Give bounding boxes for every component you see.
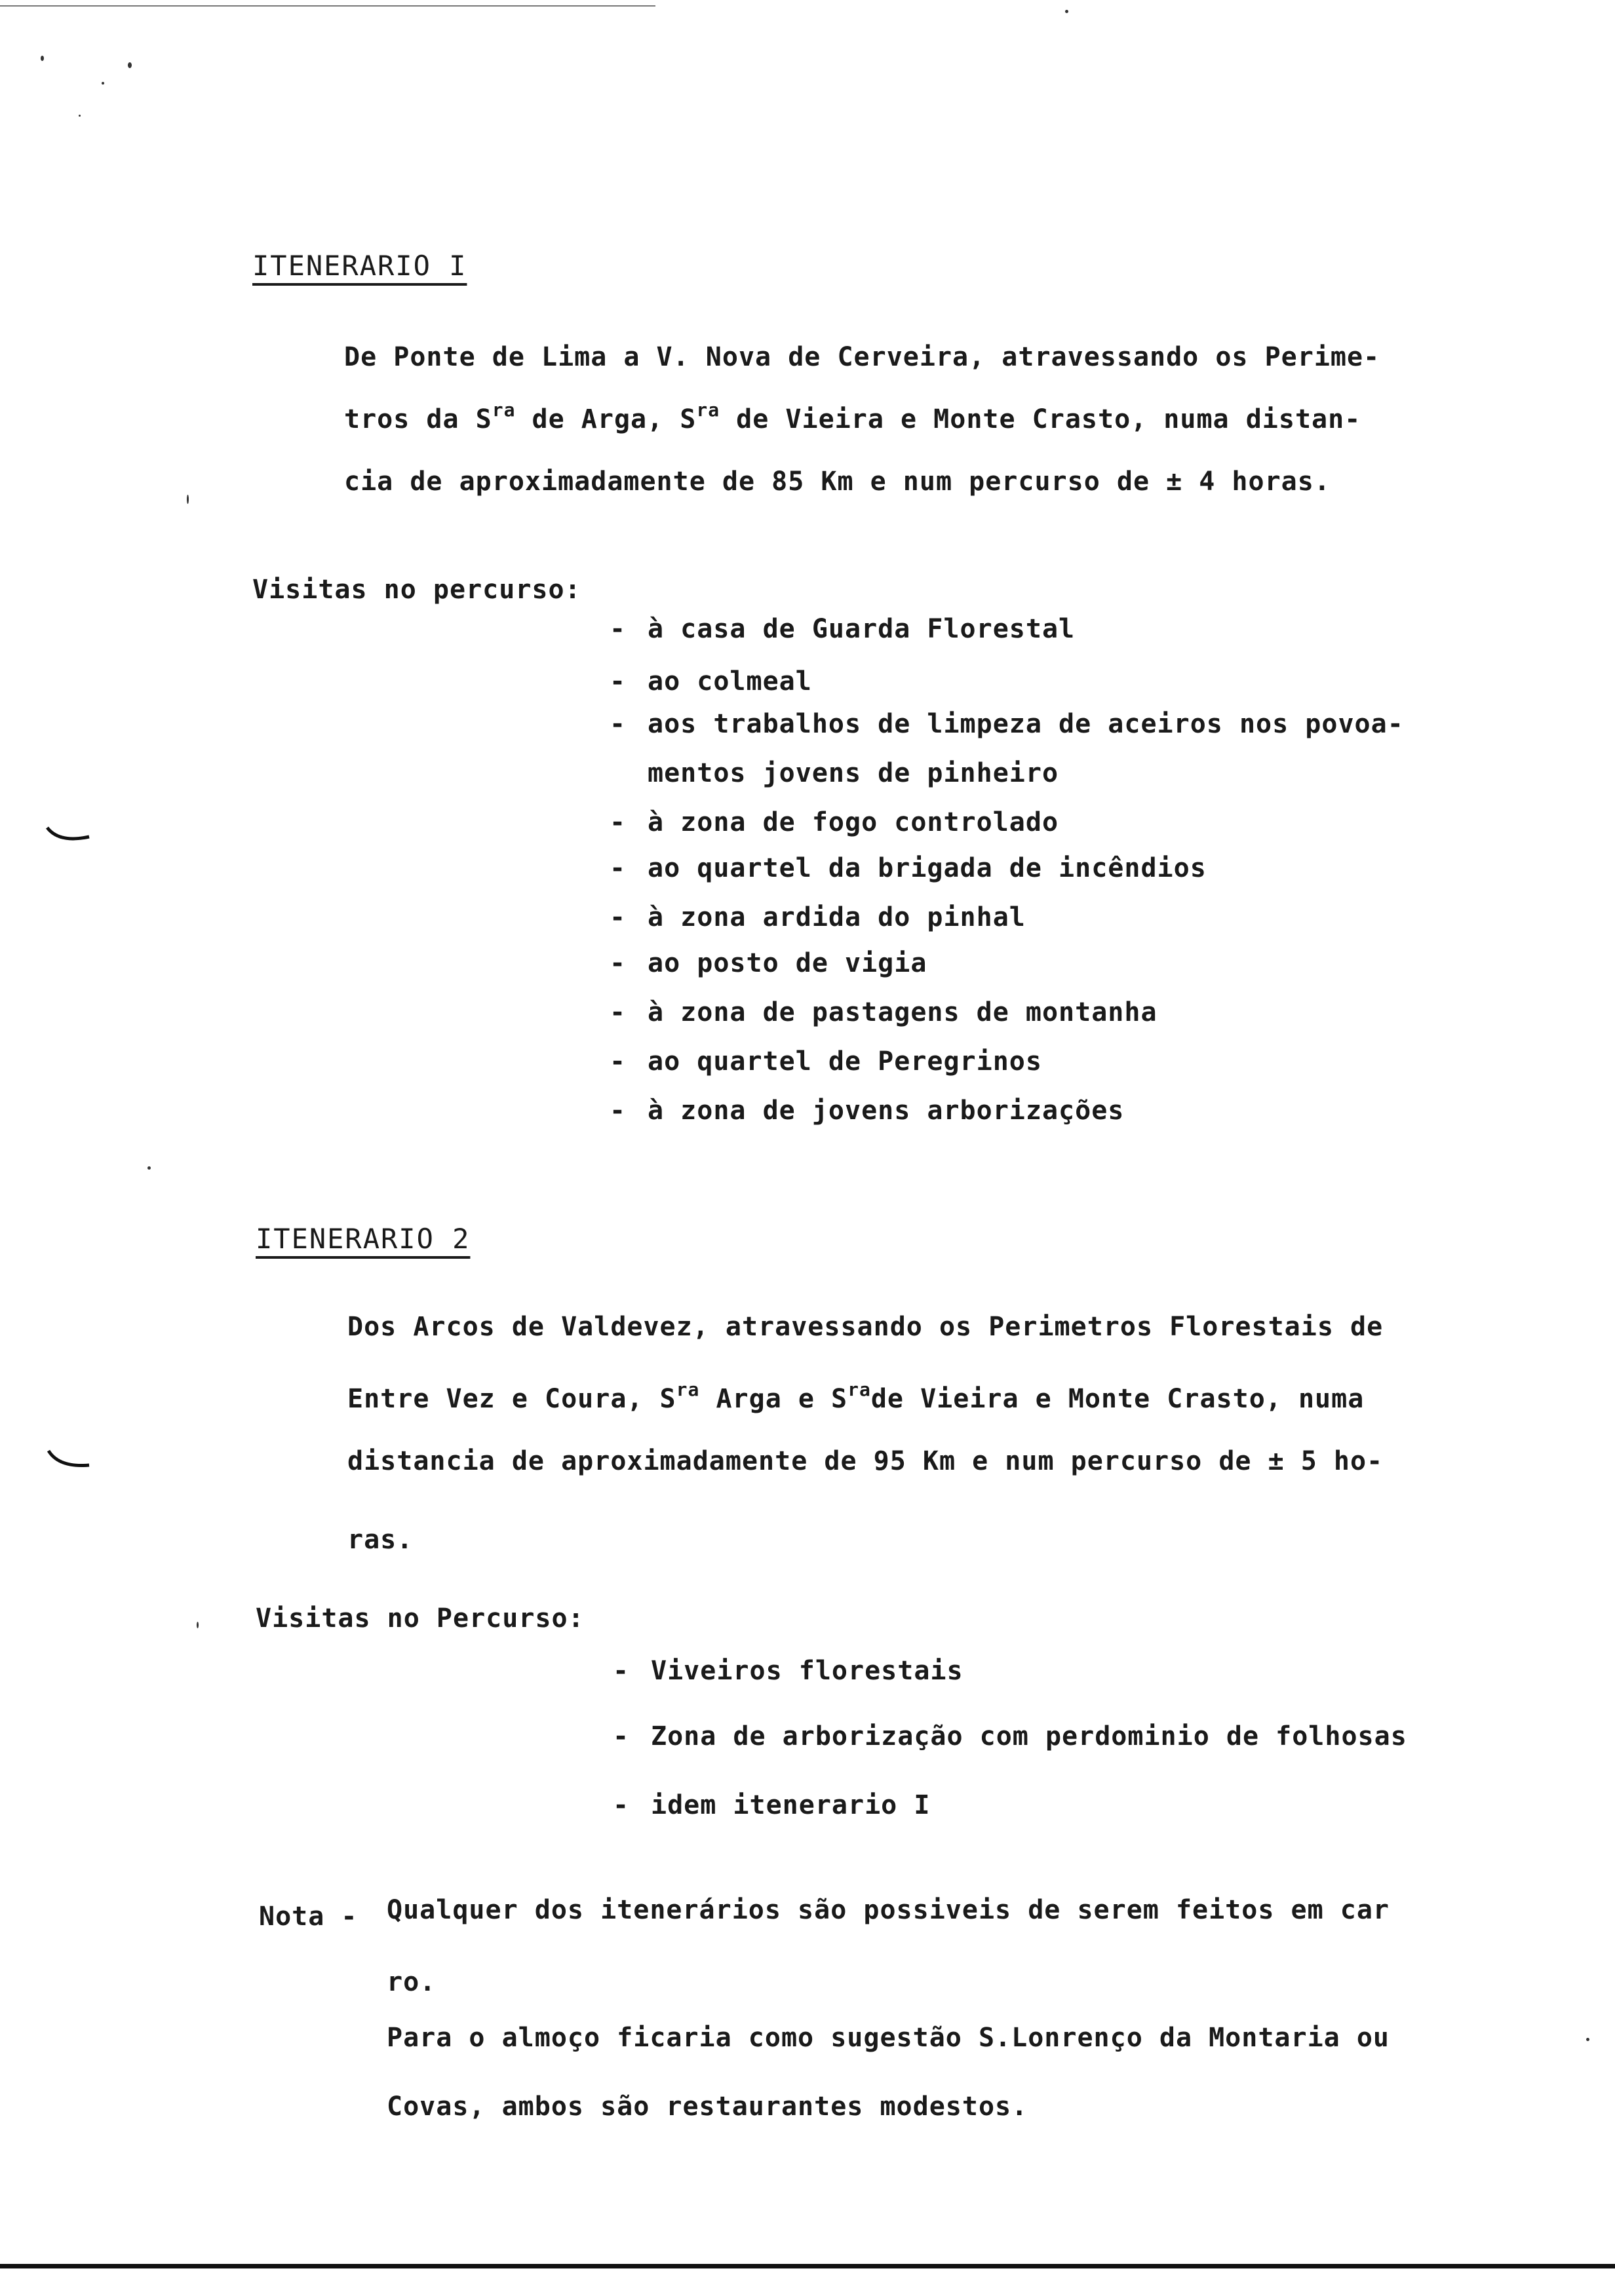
itinerary-1-visit-item [610, 1098, 1124, 1124]
superscript-ra: ra [696, 399, 720, 421]
desc-fragment: de Vieira e Monte Crasto, numa distan- [720, 404, 1361, 434]
visit-text: à zona de jovens arborizações [648, 1096, 1125, 1126]
scan-curve-mark [46, 822, 92, 849]
visit-text: ao colmeal [648, 666, 812, 697]
superscript-ra: ra [847, 1379, 871, 1400]
list-dash: - [610, 1096, 627, 1126]
itinerary-1-visit-item [610, 904, 1026, 930]
note-line-2: ro. [387, 1967, 437, 1997]
scan-speck [102, 82, 104, 85]
itinerary-1-desc-line-1: De Ponte de Lima a V. Nova de Cerveira, atravessando os Perime- [344, 342, 1380, 372]
list-dash: - [613, 1790, 630, 1820]
itinerary-2-visit-item [613, 1658, 963, 1684]
scan-speck [147, 1166, 151, 1170]
visit-text: ao quartel de Peregrinos [648, 1046, 1042, 1077]
superscript-ra: ra [676, 1379, 700, 1400]
scan-speck [128, 62, 132, 68]
visit-text: aos trabalhos de limpeza de aceiros nos povoa- [648, 709, 1404, 739]
scan-speck [1586, 2038, 1589, 2041]
itinerary-2-desc-line-4: ras. [347, 1525, 414, 1555]
list-dash: - [610, 997, 627, 1027]
list-dash: - [613, 1656, 630, 1686]
itinerary-2-heading: ITENERARIO 2 [256, 1223, 471, 1255]
desc-fragment: Entre Vez e Coura, S [347, 1384, 676, 1414]
list-dash: - [610, 948, 627, 978]
visit-text: ao quartel da brigada de incêndios [648, 853, 1207, 883]
bottom-edge-line [0, 2264, 1615, 2268]
visit-text: à zona de pastagens de montanha [648, 997, 1158, 1027]
list-dash: - [610, 853, 627, 883]
itinerary-1-visits-label: Visitas no percurso: [252, 575, 581, 605]
scan-curve-mark [46, 1448, 92, 1474]
list-dash: - [610, 902, 627, 932]
itinerary-2-visit-item [613, 1792, 930, 1818]
visit-text: Zona de arborização com perdominio de folhosas [651, 1721, 1407, 1751]
top-edge-line [0, 5, 655, 7]
itinerary-1-visit-item [610, 809, 1059, 835]
note-label: Nota - [259, 1902, 358, 1932]
itinerary-1-visit-item [610, 950, 927, 976]
visit-text: idem itenerario I [651, 1790, 931, 1820]
itinerary-1-visit-item [610, 1048, 1042, 1075]
itinerary-1-visit-item [610, 616, 1075, 642]
itinerary-1-visit-item [610, 668, 812, 695]
desc-fragment: Arga e S [699, 1384, 848, 1414]
note-line-4: Covas, ambos são restaurantes modestos. [387, 2092, 1028, 2122]
visit-text: à casa de Guarda Florestal [648, 614, 1076, 644]
visit-text: Viveiros florestais [651, 1656, 963, 1686]
visit-text: à zona ardida do pinhal [648, 902, 1026, 932]
note-line-1: Qualquer dos itenerários são possiveis de serem feitos em car [387, 1895, 1390, 1925]
itinerary-1-visit-item-continuation: mentos jovens de pinheiro [648, 758, 1059, 788]
itinerary-1-desc-line-2 [344, 399, 1361, 434]
itinerary-1-desc-line-3: cia de aproximadamente de 85 Km e num percurso de ± 4 horas. [344, 467, 1331, 497]
scan-speck [197, 1622, 199, 1628]
scan-speck [1065, 10, 1068, 13]
itinerary-1-heading: ITENERARIO I [252, 250, 467, 282]
list-dash: - [613, 1721, 630, 1751]
list-dash: - [610, 807, 627, 837]
scan-speck [79, 115, 81, 117]
note-line-3: Para o almoço ficaria como sugestão S.Lonrenço da Montaria ou [387, 2023, 1390, 2053]
scan-speck [41, 56, 44, 61]
itinerary-2-desc-line-2 [347, 1379, 1365, 1414]
list-dash: - [610, 614, 627, 644]
superscript-ra: ra [492, 399, 516, 421]
desc-fragment: de Arga, S [515, 404, 697, 434]
list-dash: - [610, 666, 627, 697]
itinerary-2-desc-line-3: distancia de aproximadamente de 95 Km e num percurso de ± 5 ho- [347, 1446, 1384, 1476]
itinerary-2-visits-label: Visitas no Percurso: [256, 1603, 585, 1634]
desc-fragment: tros da S [344, 404, 492, 434]
list-dash: - [610, 709, 627, 739]
itinerary-2-visit-item [613, 1723, 1407, 1750]
scan-speck [187, 495, 189, 504]
visit-text: ao posto de vigia [648, 948, 927, 978]
itinerary-1-visit-item [610, 999, 1158, 1025]
visit-text: à zona de fogo controlado [648, 807, 1059, 837]
itinerary-2-desc-line-1: Dos Arcos de Valdevez, atravessando os Perimetros Florestais de [347, 1312, 1384, 1342]
desc-fragment: de Vieira e Monte Crasto, numa [870, 1384, 1365, 1414]
itinerary-1-visit-item [610, 711, 1404, 737]
list-dash: - [610, 1046, 627, 1077]
itinerary-1-visit-item [610, 855, 1207, 881]
